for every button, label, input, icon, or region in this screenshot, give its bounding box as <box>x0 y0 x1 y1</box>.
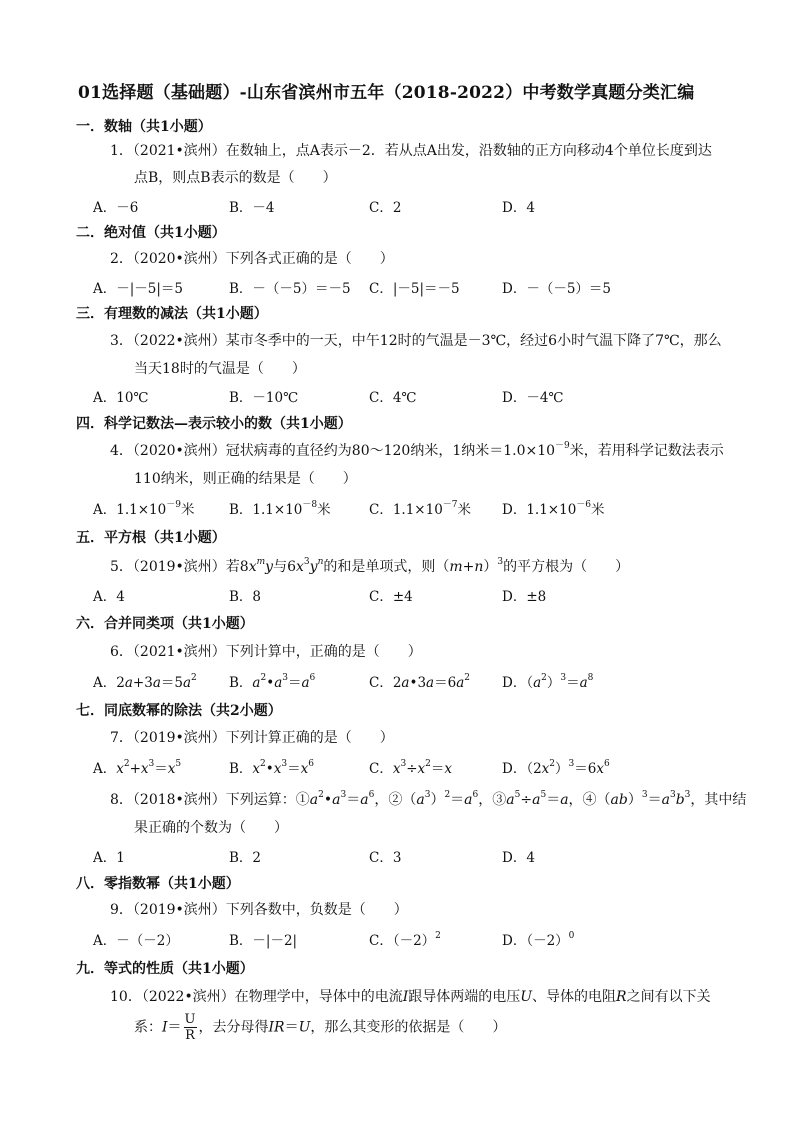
question-6-option-a: A．$2a+3a=5a^2$ <box>93 673 197 691</box>
question-2-option-b: B．－（－5）＝－5 <box>229 281 351 297</box>
question-9-option-a: A．－（－2） <box>93 933 179 949</box>
question-1-option-a: A．－6 <box>93 200 139 216</box>
question-8-option-d: D．4 <box>502 850 535 866</box>
question-2-option-a: A．－|－5|＝5 <box>93 281 184 297</box>
question-9-option-d: D．$(-2)^0$ <box>502 931 575 949</box>
question-1-option-b: B．－4 <box>229 200 275 216</box>
question-8-option-c: C．3 <box>369 850 402 866</box>
question-9-option-c: C．$(-2)^2$ <box>369 931 441 949</box>
question-10-stem-continued: 系：I＝ $\frac{U}{R}$ ，去分母得IR＝U，那么其变形的依据是（ ） <box>134 1012 507 1043</box>
question-3-option-d: D．－4℃ <box>502 390 564 406</box>
question-1-option-c: C．2 <box>369 200 402 216</box>
question-8-option-b: B．2 <box>229 850 262 866</box>
question-1-stem: 1．（2021•滨州）在数轴上，点A表示－2．若从点A出发，沿数轴的正方向移动4个单位长度到达 <box>110 143 712 159</box>
question-9-option-b: B．－|－2| <box>229 933 298 949</box>
question-7-option-d: D．$(2x^2)^3=6x^6$ <box>502 759 610 777</box>
question-7-option-a: A．$x^2+x^3=x^5$ <box>93 759 182 777</box>
question-4-option-d: D．$1.1\times 10^{-6}$米 <box>502 500 605 518</box>
question-7-stem: 7．（2019•滨州）下列计算正确的是（ ） <box>110 730 394 746</box>
question-4-option-a: A．$1.1\times 10^{-9}$米 <box>93 500 195 518</box>
question-2-option-d: D．－（－5）＝5 <box>502 281 612 297</box>
question-9-stem: 9．（2019•滨州）下列各数中，负数是（ ） <box>110 902 408 918</box>
question-3-stem-continued: 当天18时的气温是（ ） <box>134 361 306 377</box>
section-heading: 三．有理数的减法（共1小题） <box>76 306 268 322</box>
question-2-option-c: C．|－5|＝－5 <box>369 281 460 297</box>
question-1-option-d: D．4 <box>502 200 535 216</box>
section-heading: 六．合并同类项（共1小题） <box>76 616 254 632</box>
section-heading: 一．数轴（共1小题） <box>76 119 212 135</box>
question-3-option-b: B．－10℃ <box>229 390 299 406</box>
section-heading: 四．科学记数法—表示较小的数（共1小题） <box>76 416 352 432</box>
question-6-stem: 6．（2021•滨州）下列计算中，正确的是（ ） <box>110 644 422 660</box>
question-6-option-c: C．$2a•3a=6a^2$ <box>369 673 470 691</box>
question-3-option-a: A．10℃ <box>93 390 149 406</box>
question-8-stem-continued: 果正确的个数为（ ） <box>134 820 288 836</box>
question-5-option-c: C．±4 <box>369 589 413 605</box>
question-4-stem-continued: 110纳米，则正确的结果是（ ） <box>134 471 357 487</box>
question-1-stem-continued: 点B，则点B表示的数是（ ） <box>134 170 337 186</box>
question-4-stem: 4．（2020•滨州）冠状病毒的直径约为80～120纳米，1纳米$=1.0\times 10^{-9}$米，若用科学记数法表示 <box>110 441 724 459</box>
question-8-stem: 8．（2018•滨州）下列运算：$①a^2•a^3=a^6$，$②(a^3)^2=a^6$，$③a^5\div a^5=a$，$④(ab)^3=a^3b^3$，其中结 <box>110 790 747 808</box>
question-3-stem: 3．（2022•滨州）某市冬季中的一天，中午12时的气温是－3℃，经过6小时气温下降了7℃，那么 <box>110 333 722 349</box>
section-heading: 二．绝对值（共1小题） <box>76 225 226 241</box>
section-heading: 八．零指数幂（共1小题） <box>76 876 240 892</box>
question-5-stem: 5．（2019•滨州）若$8x^my$与$6x^3y^n$的和是单项式，则$(m+n)^3$的平方根为（ ） <box>110 557 630 575</box>
question-2-stem: 2．（2020•滨州）下列各式正确的是（ ） <box>110 251 394 267</box>
question-7-option-b: B．$x^2•x^3=x^6$ <box>229 759 314 777</box>
question-4-option-b: B．$1.1\times 10^{-8}$米 <box>229 500 331 518</box>
question-7-option-c: C．$x^3\div x^2=x$ <box>369 759 452 777</box>
section-heading: 五．平方根（共1小题） <box>76 530 226 546</box>
question-6-option-d: D．$(a^2)^3=a^8$ <box>502 673 594 691</box>
page-title: 01选择题（基础题）-山东省滨州市五年（2018-2022）中考数学真题分类汇编 <box>78 83 695 103</box>
question-8-option-a: A．1 <box>93 850 125 866</box>
question-10-stem: 10．（2022•滨州）在物理学中，导体中的电流I跟导体两端的电压U、导体的电阻R之间有以下关 <box>110 989 711 1005</box>
fraction-u-over-r: $\frac{U}{R}$ <box>184 1012 196 1043</box>
question-5-option-d: D．±8 <box>502 589 547 605</box>
question-5-option-b: B．8 <box>229 589 262 605</box>
question-3-option-c: C．4℃ <box>369 390 417 406</box>
section-heading: 七．同底数幂的除法（共2小题） <box>76 703 282 719</box>
section-heading: 九．等式的性质（共1小题） <box>76 961 254 977</box>
question-5-option-a: A．4 <box>93 589 125 605</box>
question-6-option-b: B．$a^2•a^3=a^6$ <box>229 673 316 691</box>
question-4-option-c: C．$1.1\times 10^{-7}$米 <box>369 500 472 518</box>
